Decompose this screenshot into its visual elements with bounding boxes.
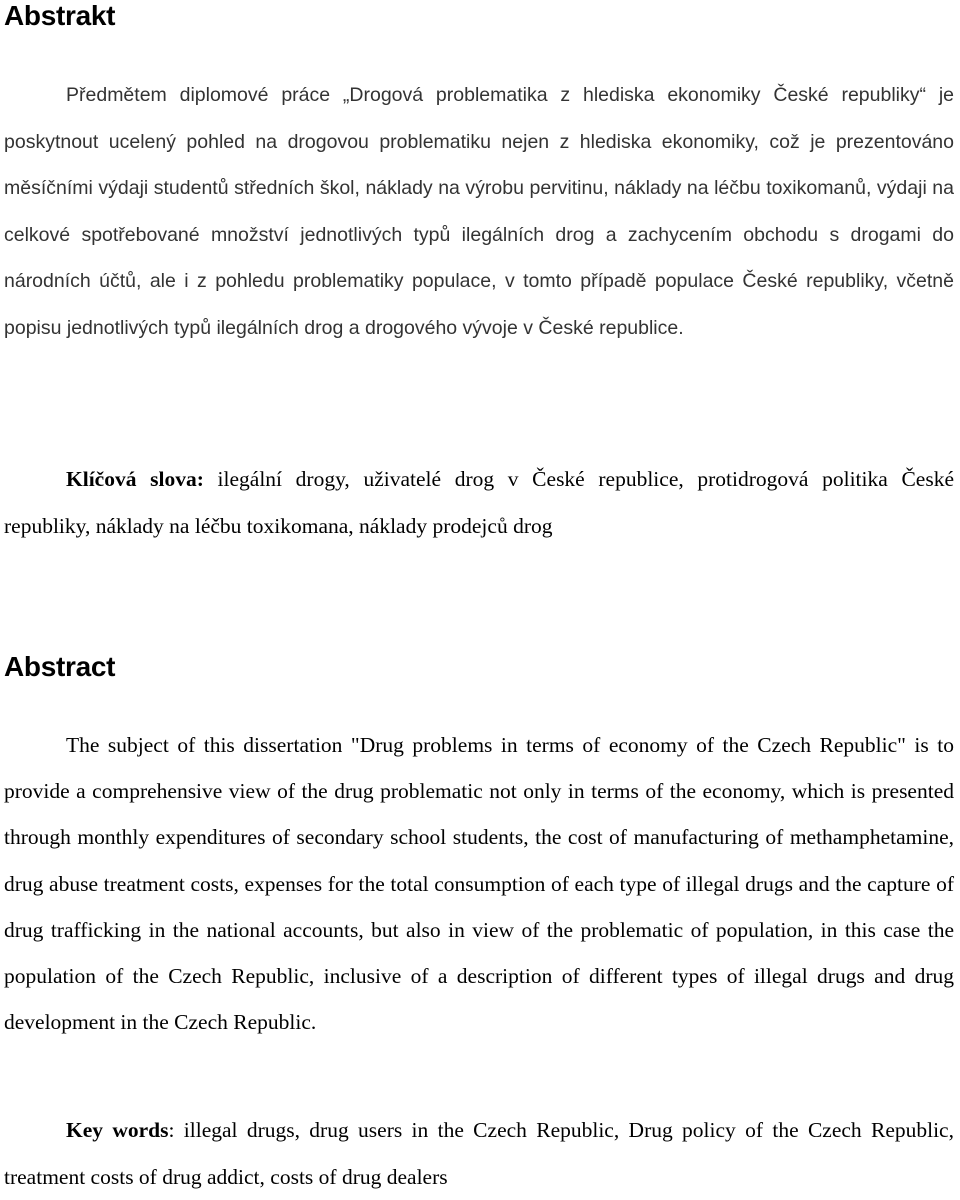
- english-abstract-paragraph: The subject of this dissertation "Drug problems in terms of economy of the Czech Republic" is to provide a comprehensive view of the drug problematic not only in terms of the economy, which is presented through monthly expenditures of secondary school students, the cost of manufacturing of methamphetamine, drug abuse treatment costs, expenses for the total consumption of each type of illegal drugs and the capture of drug trafficking in the national accounts, but also in view of the problematic of population, in this case the population of the Czech Republic, inclusive of a description of different types of illegal drugs and drug development in the Czech Republic.: [4, 733, 954, 1035]
- czech-keywords-label: Klíčová slova:: [66, 467, 204, 491]
- english-keywords-label: Key words: [66, 1118, 169, 1142]
- english-abstract-heading: Abstract: [4, 651, 116, 682]
- czech-abstract-heading: Abstrakt: [4, 0, 116, 31]
- czech-keywords-text: ilegální drogy, uživatelé drog v České republice, protidrogová politika České republiky, náklady na léčbu toxikomana, náklady prodejců drog: [4, 467, 954, 538]
- english-keywords-paragraph: [4, 1107, 954, 1200]
- english-keywords-text: : illegal drugs, drug users in the Czech Republic, Drug policy of the Czech Republic, treatment costs of drug addict, costs of drug dealers: [4, 1118, 954, 1189]
- czech-keywords-paragraph: [4, 456, 954, 549]
- czech-abstract-paragraph: Předmětem diplomové práce „Drogová problematika z hlediska ekonomiky České republiky“ je poskytnout ucelený pohled na drogovou problematiku nejen z hlediska ekonomiky, což je prezentováno měsíčními výdaji studentů středních škol, náklady na výrobu pervitinu, náklady na léčbu toxikomanů, výdaji na celkové spotřebované množství jednotlivých typů ilegálních drog a zachycením obchodu s drogami do národních účtů, ale i z pohledu problematiky populace, v tomto případě populace České republiky, včetně popisu jednotlivých typů ilegálních drog a drogového vývoje v České republice.: [4, 84, 954, 339]
